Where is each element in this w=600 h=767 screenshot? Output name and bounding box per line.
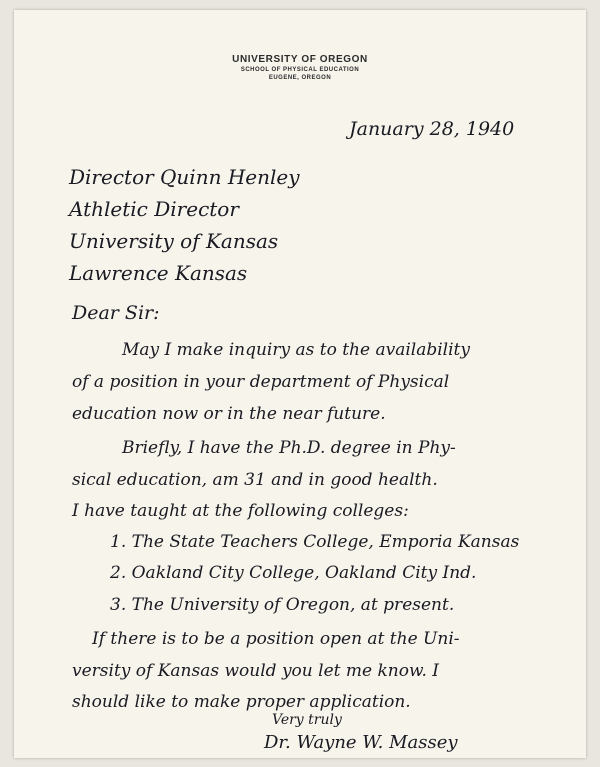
body-line: Briefly, I have the Ph.D. degree in Phy- [122,438,456,458]
college-list-item: 2. Oakland City College, Oakland City Ind. [110,563,477,583]
letterhead [14,54,586,81]
letter-page [14,10,586,758]
body-line: May I make inquiry as to the availability [122,340,470,360]
body-line: versity of Kansas would you let me know. I [72,661,440,681]
address-line-title: Athletic Director [69,197,239,221]
college-list-item: 1. The State Teachers College, Emporia Kansas [110,532,520,552]
closing: Very truly [272,712,342,728]
body-line: I have taught at the following colleges: [72,501,409,521]
address-line-recipient: Director Quinn Henley [69,165,300,189]
letterhead-department: SCHOOL OF PHYSICAL EDUCATION [240,67,360,73]
body-line: should like to make proper application. [72,692,411,712]
letter-date: January 28, 1940 [349,118,515,140]
body-line: sical education, am 31 and in good health. [72,470,438,490]
body-line: If there is to be a position open at the Uni- [92,629,460,649]
body-line: of a position in your department of Physical [72,372,450,392]
letterhead-institution: UNIVERSITY OF OREGON [232,54,368,65]
address-line-city: Lawrence Kansas [69,261,248,285]
signature: Dr. Wayne W. Massey [264,732,458,753]
salutation: Dear Sir: [72,302,160,324]
college-list-item: 3. The University of Oregon, at present. [110,595,455,615]
body-line: education now or in the near future. [72,404,386,424]
address-line-institution: University of Kansas [69,229,279,253]
letterhead-city: EUGENE, OREGON [268,75,332,81]
